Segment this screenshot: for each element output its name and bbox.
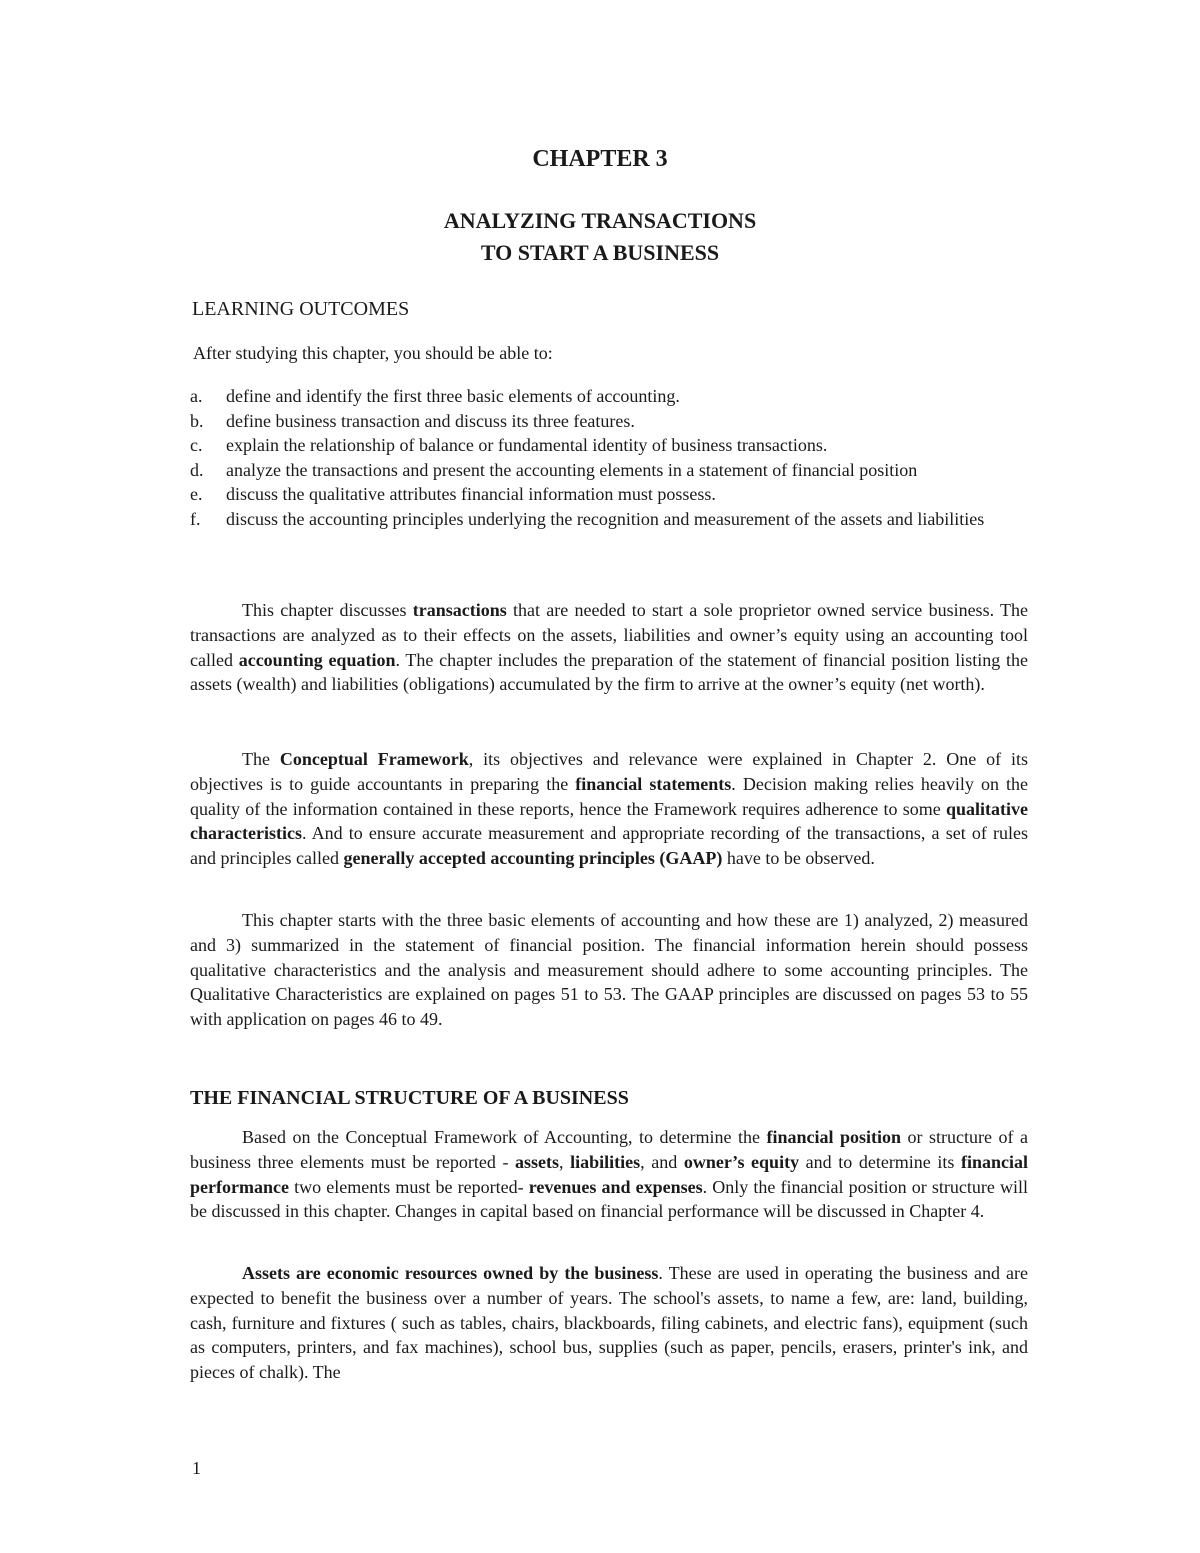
list-item (190, 458, 1028, 483)
list-item-text: analyze the transactions and present the accounting elements in a statement of financial position (226, 459, 918, 480)
text-run: The (242, 749, 280, 769)
text-run: and to determine its (799, 1151, 961, 1172)
text-run: . Only the financial position or structure will be discussed in this chapter. Changes in capital based on financial performance will be discussed in Chapter 4. (190, 1176, 1029, 1222)
paragraph-financial-structure (190, 1125, 1028, 1224)
bold-term-financial-performance: financial performance (190, 1151, 1028, 1197)
text-run: , its objectives and relevance were explained in Chapter 2. One of its objectives is to guide accountants in preparing the (190, 749, 1028, 794)
paragraph-chapter-overview (190, 598, 1028, 697)
list-item-text: explain the relationship of balance or fundamental identity of business transactions. (226, 435, 828, 455)
text-run: Based on the Conceptual Framework of Accounting, to determine the (242, 1127, 767, 1147)
page-number: 1 (192, 1458, 201, 1478)
list-item (190, 409, 1028, 434)
list-item (190, 384, 1028, 409)
list-item-letter: c. (190, 435, 203, 455)
bold-term-qualitative-characteristics: qualitative characteristics (190, 798, 1028, 844)
bold-term-financial-statements: financial statements (575, 773, 732, 794)
bold-term-owners-equity: owner’s equity (683, 1151, 800, 1172)
list-item-letter: a. (190, 386, 203, 406)
paragraph-conceptual-framework (190, 747, 1028, 871)
list-item-letter: b. (190, 410, 204, 431)
list-item-letter: f. (190, 508, 201, 529)
chapter-title-line-1: ANALYZING TRANSACTIONS (443, 208, 757, 233)
list-item-text: define and identify the first three basic elements of accounting. (226, 386, 680, 406)
text-run: or structure of a business three elements must be reported - (190, 1127, 1029, 1172)
list-item-text: discuss the accounting principles underlying the recognition and measurement of the assets and liabilities (226, 508, 985, 529)
text-run: . Decision making relies heavily on the quality of the information contained in these reports, hence the Framework requires adherence to some (190, 773, 1028, 819)
paragraph-assets-definition (190, 1261, 1028, 1385)
chapter-title-line-2: TO START A BUSINESS (480, 240, 720, 265)
bold-term-revenues-and-expenses: revenues and expenses (528, 1176, 703, 1197)
text-run: . These are used in operating the business and are expected to benefit the business over a number of years. The school's assets, to name a few, are: land, building, cash, furniture and fixtures ( such as tables, chairs, blackboards, filing cabinets, and electric fans), equipment (such as computers, printers, and fax machines), school bus, supplies (such as paper, pencils, erasers, printer's ink, and pieces of chalk). The (190, 1263, 1028, 1383)
learning-outcomes-heading: LEARNING OUTCOMES (192, 298, 410, 320)
list-item-letter: d. (190, 459, 204, 480)
text-run: . The chapter includes the preparation of the statement of financial position listing the assets (wealth) and liabilities (obligations) accumulated by the firm to arrive at the owner’s equity (net worth). (190, 649, 1028, 695)
text-run: have to be observed. (722, 848, 875, 869)
text-run: , and (640, 1151, 684, 1172)
paragraph-chapter-scope: This chapter starts with the three basic elements of accounting and how these are 1) analyzed, 2) measured and 3) summarized in the statement of financial position. The financial information herein should possess qualitative characteristics and the analysis and measurement should adhere to some accounting principles. The Qualitative Characteristics are explained on pages 51 to 53. The GAAP principles are discussed on pages 53 to 55 with application on pages 46 to 49. (190, 910, 1028, 1030)
list-item (190, 482, 1028, 507)
list-item-letter: e. (190, 484, 203, 504)
learning-outcomes-intro: After studying this chapter, you should be able to: (193, 343, 553, 363)
list-item-text: discuss the qualitative attributes financial information must possess. (226, 484, 716, 504)
list-item-text: define business transaction and discuss its three features. (226, 410, 635, 431)
bold-term-assets-definition: Assets are economic resources owned by the business (242, 1263, 659, 1283)
text-run: , (559, 1151, 571, 1172)
chapter-title (0, 205, 1200, 269)
list-item (190, 507, 1028, 532)
bold-term-liabilities: liabilities (570, 1151, 641, 1172)
learning-outcomes-list (190, 384, 1028, 531)
text-run: This chapter discusses (242, 600, 413, 620)
section-heading: THE FINANCIAL STRUCTURE OF A BUSINESS (190, 1087, 629, 1109)
bold-term-assets: assets (515, 1151, 560, 1172)
bold-term-transactions: transactions (412, 600, 507, 620)
text-run: . And to ensure accurate measurement and appropriate recording of the transactions, a set of rules and principles called (190, 823, 1028, 869)
list-item (190, 433, 1028, 458)
bold-term-gaap: generally accepted accounting principles (GAAP) (343, 848, 723, 869)
bold-term-financial-position: financial position (766, 1127, 902, 1147)
text-run: two elements must be reported- (288, 1176, 529, 1197)
bold-term-conceptual-framework: Conceptual Framework (279, 749, 469, 769)
text-run: that are needed to start a sole proprietor owned service business. The transactions are analyzed as to their effects on the assets, liabilities and owner’s equity using an accounting tool called (190, 600, 1028, 670)
chapter-label: CHAPTER 3 (532, 146, 668, 172)
bold-term-accounting-equation: accounting equation (238, 649, 396, 670)
